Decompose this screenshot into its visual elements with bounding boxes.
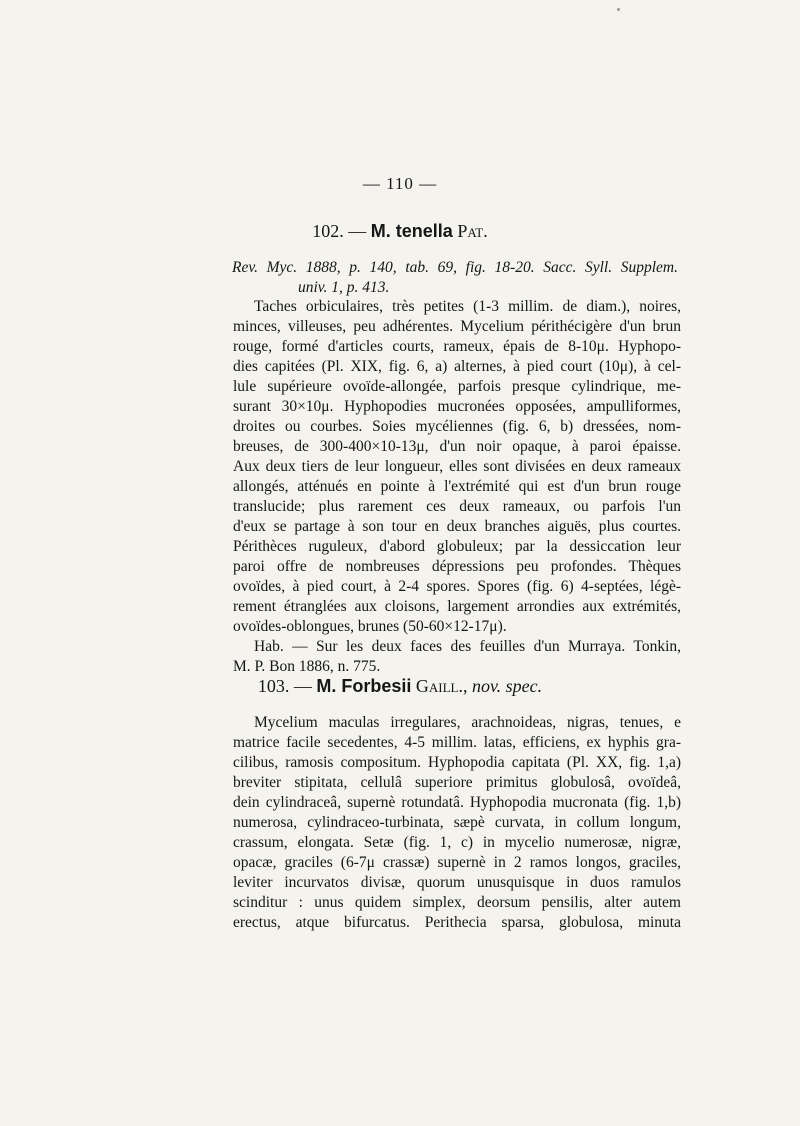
paragraph-line: crassum, elongata. Setæ (fig. 1, c) in mycelio numerosæ, nigræ, <box>233 834 681 851</box>
section-number: 102. — <box>312 221 367 241</box>
paragraph-line: opacæ, graciles (6-7μ crassæ) supernè in 2 ramos longos, graciles, <box>233 854 681 871</box>
paragraph-line: scinditur : unus quidem simplex, deorsum pensilis, alter autem <box>233 894 681 911</box>
paragraph-line: leviter incurvatos divisæ, quorum unusquisque in duos ramulos <box>233 874 681 891</box>
paragraph-line: paroi offre de nombreuses dépressions peu profondes. Thèques <box>233 558 681 575</box>
paragraph-line: Aux deux tiers de leur longueur, elles sont divisées en deux rameaux <box>233 458 681 475</box>
section-heading-103 <box>0 676 800 697</box>
reference-line: Rev. Myc. 1888, p. 140, tab. 69, fig. 18-20. Sacc. Syll. Supplem. <box>232 259 678 276</box>
paragraph-line: droites ou courbes. Soies mycéliennes (fig. 6, b) dressées, nom- <box>233 418 681 435</box>
paper-speck <box>617 8 620 11</box>
paragraph-line: rouge, formé d'articles courts, rameux, épais de 8-10μ. Hyphopo- <box>233 338 681 355</box>
paragraph-line: Mycelium maculas irregulares, arachnoideas, nigras, tenues, e <box>254 714 681 731</box>
species-name: M. Forbesii <box>316 676 412 696</box>
section-heading-102 <box>0 221 800 242</box>
paragraph-line: d'eux se partage à son tour en deux branches aiguës, plus courtes. <box>233 518 681 535</box>
paragraph-line: translucide; plus rarement ces deux rameaux, ou parfois l'un <box>233 498 681 515</box>
habitat-line: Hab. — Sur les deux faces des feuilles d'un Murraya. Tonkin, <box>254 638 681 655</box>
paragraph-line: matrice facile secedentes, 4-5 millim. latas, efficiens, ex hyphis gra- <box>233 734 681 751</box>
paragraph-line: dies capitées (Pl. XIX, fig. 6, a) alternes, à pied court (10μ), à cel- <box>233 358 681 375</box>
page-number: — 110 — <box>362 174 438 193</box>
paragraph-line: erectus, atque bifurcatus. Perithecia sparsa, globulosa, minuta <box>233 914 681 931</box>
paragraph-line: Taches orbiculaires, très petites (1-3 millim. de diam.), noires, <box>254 298 681 315</box>
species-name: M. tenella <box>370 221 453 241</box>
species-author: Gaill., <box>415 676 468 696</box>
section-number: 103. — <box>257 676 312 696</box>
paragraph-line: ovoïdes-oblongues, brunes (50-60×12-17μ). <box>233 618 507 635</box>
paragraph-line: breviter stipitata, cellulâ superiore primitus globulosâ, ovoïdeâ, <box>233 774 681 791</box>
paragraph-line: surant 30×10μ. Hyphopodies mucronées opposées, ampulliformes, <box>233 398 681 415</box>
paragraph-line: lule supérieure ovoïde-allongée, parfois presque cylindrique, me- <box>233 378 681 395</box>
paragraph-line: allongés, atténués en pointe à l'extrémité qui est d'un brun rouge <box>233 478 681 495</box>
paragraph-line: rement étranglées aux cloisons, largement arrondies aux extrémités, <box>233 598 681 615</box>
paragraph-line: ovoïdes, à pied court, à 2-4 spores. Spores (fig. 6) 4-septées, légè- <box>233 578 681 595</box>
paragraph-line: Périthèces ruguleux, d'abord globuleux; par la dessiccation leur <box>233 538 681 555</box>
paragraph-line: breuses, de 300-400×10-13μ, d'un noir opaque, à paroi épaisse. <box>233 438 681 455</box>
habitat-line: M. P. Bon 1886, n. 775. <box>233 658 381 675</box>
paragraph-line: numerosa, cylindraceo-turbinata, sæpè curvata, in collum longum, <box>233 814 681 831</box>
nov-spec-label: nov. spec. <box>471 676 543 696</box>
reference-line: univ. 1, p. 413. <box>298 279 390 296</box>
paragraph-line: dein cylindraceâ, supernè rotundatâ. Hyphopodia mucronata (fig. 1,b) <box>233 794 681 811</box>
species-author: Pat. <box>457 221 488 241</box>
paragraph-line: minces, villeuses, peu adhérentes. Mycelium périthécigère d'un brun <box>233 318 681 335</box>
paragraph-line: cilibus, ramosis compositum. Hyphopodia capitata (Pl. XX, fig. 1,a) <box>233 754 681 771</box>
